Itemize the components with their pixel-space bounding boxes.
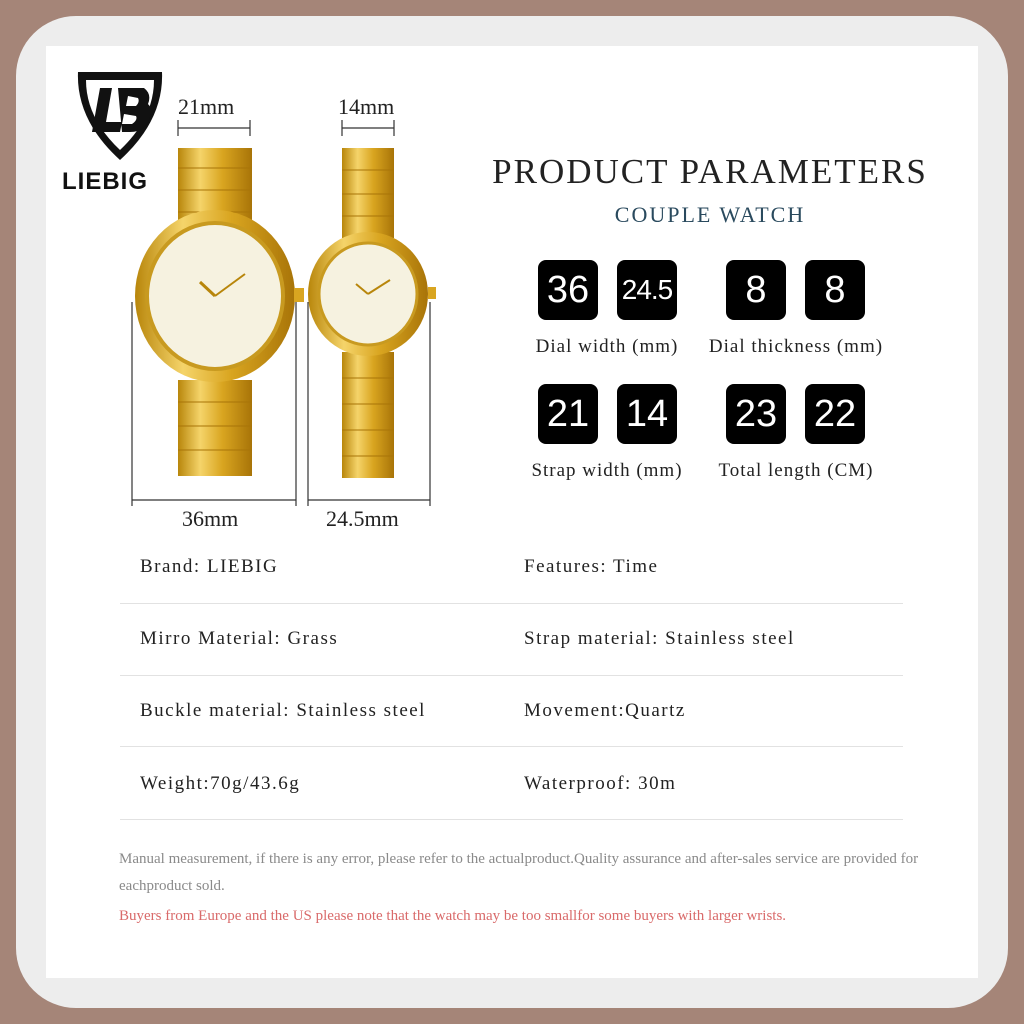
spec-divider (120, 603, 903, 604)
spec-weight: Weight:70g/43.6g (140, 773, 301, 794)
spec-mirror-material: Mirro Material: Grass (140, 628, 339, 649)
page-subtitle: COUPLE WATCH (614, 202, 806, 227)
spec-features: Features: Time (524, 556, 659, 577)
total-length-label: Total length (CM) (718, 460, 874, 481)
size-warning: Buyers from Europe and the US please note that the watch may be too smallfor some buyers with larger wrists. (119, 908, 787, 924)
spec-strap-material: Strap material: Stainless steel (524, 628, 795, 649)
strap-dim-small: 14mm (338, 94, 395, 119)
strap-width-large-value: 21 (538, 384, 598, 444)
spec-divider (120, 675, 903, 676)
couple-watch-illustration (120, 90, 450, 540)
large-watch (135, 148, 304, 476)
dial-thickness-label: Dial thickness (mm) (708, 336, 884, 357)
spec-divider (120, 819, 903, 820)
small-watch (308, 148, 436, 478)
spec-buckle-material: Buckle material: Stainless steel (140, 700, 426, 721)
spec-waterproof: Waterproof: 30m (524, 773, 677, 794)
dial-width-large-value: 36 (538, 260, 598, 320)
page-title: PRODUCT PARAMETERS (492, 152, 928, 191)
total-length-large-value: 23 (726, 384, 786, 444)
dial-width-label: Dial width (mm) (535, 336, 679, 357)
spec-movement: Movement:Quartz (524, 700, 686, 721)
spec-divider (120, 746, 903, 747)
dial-dim-small: 24.5mm (326, 506, 399, 531)
spec-brand: Brand: LIEBIG (140, 556, 279, 577)
strap-width-small-value: 14 (617, 384, 677, 444)
total-length-small-value: 22 (805, 384, 865, 444)
dial-thickness-large-value: 8 (726, 260, 786, 320)
dial-dim-large: 36mm (182, 506, 239, 531)
brand-wordmark: LIEBIG (62, 168, 149, 195)
strap-dim-large: 21mm (178, 94, 235, 119)
strap-width-label: Strap width (mm) (531, 460, 683, 481)
measurement-note: Manual measurement, if there is any error, please refer to the actualproduct.Quality assurance and after-sales service are provided for eachproduct sold. (119, 851, 919, 894)
dial-thickness-small-value: 8 (805, 260, 865, 320)
dial-width-small-value: 24.5 (617, 260, 677, 320)
